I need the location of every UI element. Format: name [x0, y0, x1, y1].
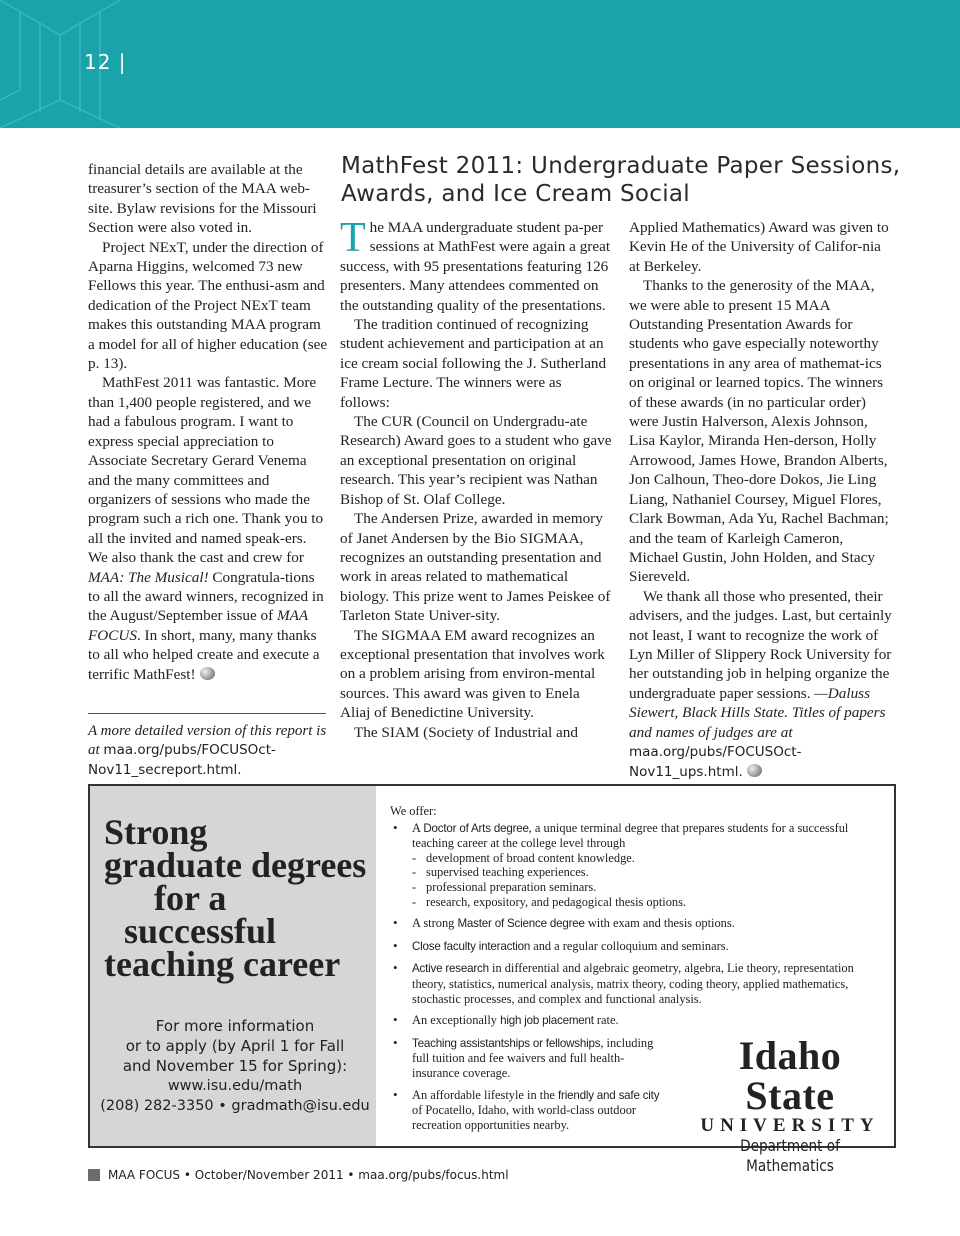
ad-left-panel [90, 786, 376, 1146]
offer-item-rest: , a unique terminal degree that prepares students for a successful teaching career at the college level through [412, 820, 849, 851]
offer-item [390, 961, 890, 1006]
offer-item-rest: , including full tuition and fee waivers and full health-insurance coverage. [412, 1035, 654, 1080]
article-column-middle [340, 215, 612, 742]
offer-item-lead: An exceptionally [412, 1013, 501, 1028]
offer-item-highlight: Doctor of Arts degree [423, 821, 529, 835]
offer-item [390, 821, 890, 910]
ad-headline-line: for a [154, 878, 227, 918]
left-paragraph-3-c: . In short, many, many thanks to all who helped create and execute a terrific MathFest! [88, 626, 320, 683]
article-title: MathFest 2011: Undergraduate Paper Sessions, Awards, and Ice Cream Social [341, 153, 901, 207]
offer-item-rest: in differential and algebraic geometry, algebra, Lie theory, representation theory, statistics, numerical analysis, matrix theory, coding theory, applied mathematics, stochastic processes, and complex and functional analysis. [412, 961, 854, 1006]
header-pattern [0, 0, 300, 128]
isu-logo-university: UNIVERSITY [700, 1115, 880, 1136]
mid-paragraph-3: The CUR (Council on Undergradu-ate Research) Award goes to a student who gave an exceptional presentation on original research. This year’s recipient was Nathan Bishop of St. Olaf College. [340, 413, 612, 508]
offer-item-highlight: friendly and safe city [558, 1088, 660, 1102]
isu-logo-name: Idaho State [738, 1033, 842, 1118]
offer-item [390, 1013, 890, 1029]
ad-headline-line: Strong [104, 812, 208, 852]
offer-item-highlight: high job placement [500, 1014, 594, 1028]
footer-square-icon [88, 1169, 100, 1181]
offer-sub-item: - research, expository, and pedagogical thesis options. [412, 895, 890, 910]
offer-item-rest: of Pocatello, Idaho, with world-class outdoor recreation opportunities nearby. [412, 1103, 637, 1132]
left-paragraph-2: Project NExT, under the direction of Aparna Higgins, welcomed 73 new Fellows this year. The enthusi-asm and dedication of the Project NExT team makes this outstanding MAA program a model for all of higher education (see p. 13). [88, 238, 328, 373]
right-paragraph-3 [629, 587, 895, 783]
ad-headline [104, 812, 374, 984]
offer-item-highlight: Master of Science degree [457, 917, 585, 931]
drop-cap: T [340, 215, 366, 261]
end-mark-icon [200, 667, 215, 680]
ad-headline-line: graduate degrees [104, 845, 367, 885]
offer-label: We offer: [390, 804, 437, 818]
focus-title: MAA FOCUS [88, 607, 308, 644]
ad-phone-email[interactable]: (208) 282-3350 • gradmath@isu.edu [100, 1098, 370, 1114]
mid-paragraph-1 [340, 215, 612, 315]
report-note-text: A more detailed version of this report is at [88, 723, 327, 759]
mid-paragraph-6: The SIAM (Society of Industrial and [354, 723, 578, 741]
offer-item-lead: An affordable lifestyle in the [412, 1087, 559, 1102]
signature: —Daluss Siewert, Black Hills State. Titles of papers and names of judges are at [629, 684, 886, 741]
mid-paragraph-2: The tradition continued of recognizing student achievement and participation at an ice cream social following the J. Sutherland Frame Lecture. The winners were as follows: [340, 316, 607, 411]
isu-logo [690, 1033, 890, 1176]
ad-headline-line: successful [124, 911, 276, 951]
left-paragraph-3 [88, 373, 328, 684]
offer-item-highlight: Teaching assistantships or fellowships [412, 1036, 601, 1050]
footer-text: MAA FOCUS • October/November 2011 • maa.org/pubs/focus.html [108, 1168, 509, 1182]
offer-item [390, 1088, 660, 1133]
offer-item-highlight: Close faculty interaction [412, 939, 531, 953]
offer-item [390, 916, 890, 932]
ad-headline-line: teaching career [104, 944, 341, 984]
offer-item [390, 939, 890, 955]
offer-item-highlight: Active research [412, 962, 489, 976]
ad-website-link[interactable]: www.isu.edu/math [167, 1078, 303, 1094]
end-mark-icon [747, 764, 762, 777]
offer-sub-item: - development of broad content knowledge. [412, 851, 890, 866]
right-paragraph-3-text: We thank all those who presented, their advisers, and the judges. Last, but certainly not least, I want to recognize the work of Lyn Miller of Slippery Rock University for her outstanding job in helping organize the undergraduate paper sessions. [629, 587, 892, 702]
ad-contact-info [100, 1016, 370, 1116]
mid-paragraph-5: The SIGMAA EM award recognizes an exceptional presentation that involves work on a problem arising from environ-mental sources. This award was given to Enela Aliaj of Benedictine University. [340, 626, 605, 722]
ad-info-line: and November 15 for Spring): [122, 1057, 348, 1075]
offer-sub-item: - professional preparation seminars. [412, 880, 890, 895]
isu-logo-department: Department of Mathematics [740, 1136, 840, 1175]
left-paragraph-3-b: Congratula-tions to all the award winners, recognized in the August/September issue of [88, 568, 324, 625]
header-band [0, 0, 960, 128]
note-divider [88, 713, 326, 714]
right-paragraph-1: Applied Mathematics) Award was given to Kevin He of the University of Califor-nia at Berkeley. [629, 219, 889, 275]
ups-link[interactable]: maa.org/pubs/FOCUSOct-Nov11_ups.html. [629, 743, 802, 781]
page-footer [88, 1168, 509, 1182]
left-paragraph-3-a: MathFest 2011 was fantastic. More than 1,400 people registered, and we had a fabulous program. I want to express special appreciation to Associate Secretary Gerard Venema and the many committees and organizers of sessions who made the program such a rich one. Thank you to all the invited and named speak-ers. We also thank the cast and crew for [88, 374, 324, 567]
right-paragraph-2: Thanks to the generosity of the MAA, we were able to present 15 MAA Outstanding Presentation Awards for students who gave especially noteworthy presentations in any area of mathemat-ics on original or learned topics. The winners of these awards (in no particular order) were Justin Halverson, Alexis Johnson, Lisa Kaylor, Miranda Hen-derson, Holly Arrowood, James Howe, Brandon Alberts, Jon Calhoun, Theo-dore Dokos, Jie Ling Liang, Nathaniel Coursey, Miguel Flores, Clark Bowman, Ada Yu, Rachel Bachman; and the team of Karleigh Cameron, Michael Gustin, John Holden, and Stacy Siereveld. [629, 277, 889, 586]
left-column [88, 160, 328, 684]
left-paragraph-1: financial details are available at the treasurer’s section of the MAA web-site. Bylaw revisions for the Missouri Section were also voted in. [88, 161, 317, 237]
page-number: 12 | [84, 50, 127, 74]
offer-item-rest: rate. [593, 1013, 619, 1028]
offer-item [390, 1036, 660, 1081]
offer-sub-item: - supervised teaching experiences. [412, 865, 890, 880]
ad-info-line: or to apply (by April 1 for Fall [125, 1037, 345, 1055]
report-note [88, 722, 328, 780]
offer-item-lead: A strong [412, 916, 458, 931]
report-link[interactable]: maa.org/pubs/FOCUSOct-Nov11_secreport.html. [88, 742, 276, 778]
offer-item-lead: A [412, 820, 424, 835]
musical-title: MAA: The Musical! [88, 568, 209, 586]
offer-item-rest: with exam and thesis options. [584, 916, 735, 931]
ad-info-line: For more information [155, 1017, 315, 1035]
article-column-right [629, 218, 895, 783]
mid-paragraph-4: The Andersen Prize, awarded in memory of Janet Andersen by the Bio SIGMAA, recognizes an outstanding presentation and work in areas related to mathematical biology. This prize went to James Peiskee of Tarleton State Univer-sity. [340, 510, 611, 625]
offer-item-rest: and a regular colloquium and seminars. [530, 938, 729, 953]
mid-paragraph-1-text: he MAA undergraduate student pa-per sessions at MathFest were again a great success, with 95 presentations featuring 126 presenters. Many attendees commented on the outstanding quality of the presentations. [340, 219, 611, 314]
offer-sub-items [412, 851, 890, 909]
